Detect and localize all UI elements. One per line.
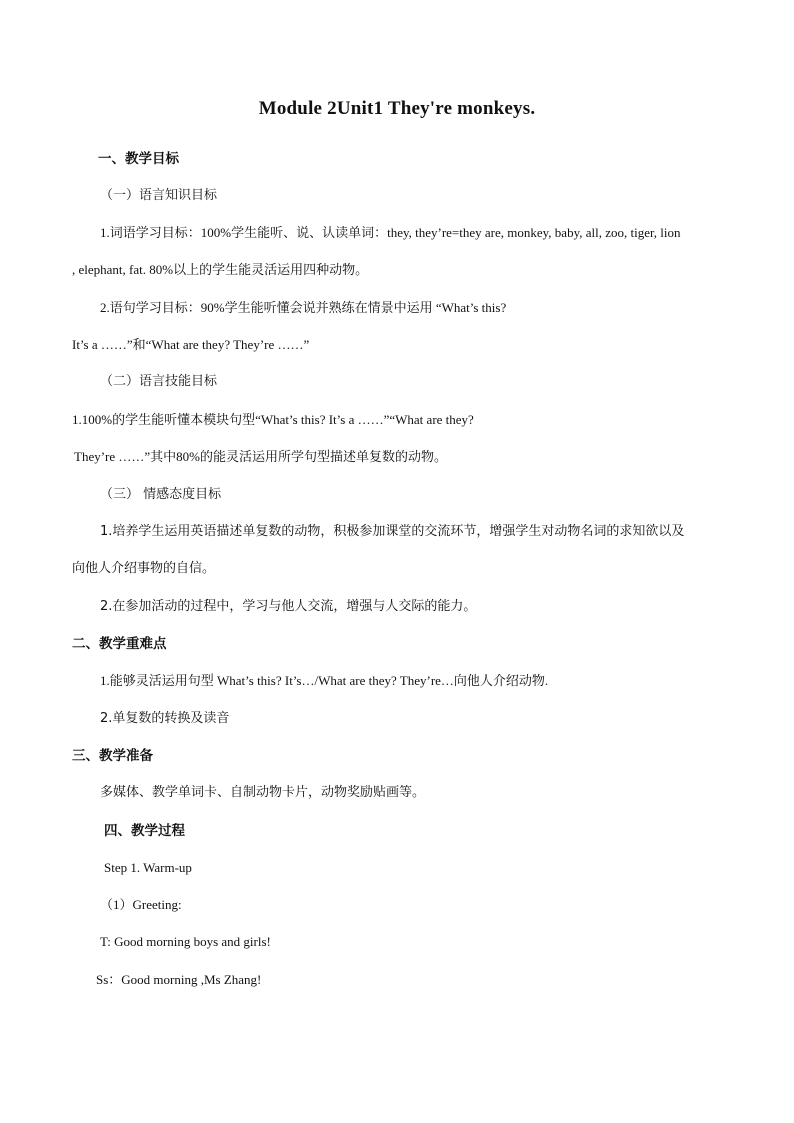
section-heading-preparation: 三、教学准备 xyxy=(72,748,153,764)
paragraph-attitude-goal-1-cont: 向他人介绍事物的自信。 xyxy=(72,561,216,576)
dialogue-students: Ss：Good morning ,Ms Zhang! xyxy=(96,972,262,987)
paragraph-vocabulary-goal: 1.词语学习目标：100%学生能听、说、认读单词：they, they’re=they are, monkey, baby, all, zoo, tiger, lion xyxy=(100,225,681,240)
paragraph-attitude-goal-2: 2.在参加活动的过程中，学习与他人交流，增强与人交际的能力。 xyxy=(100,599,477,614)
page-title: Module 2Unit1 They're monkeys. xyxy=(258,98,536,119)
paragraph-vocabulary-goal-cont: , elephant, fat. 80%以上的学生能灵活运用四种动物。 xyxy=(72,262,369,277)
subheading-language-skills: （二）语言技能目标 xyxy=(100,374,218,389)
paragraph-attitude-goal-1: 1.培养学生运用英语描述单复数的动物，积极参加课堂的交流环节，增强学生对动物名词的求知欲以及 xyxy=(100,524,685,539)
step-greeting: （1）Greeting: xyxy=(100,897,182,912)
step-warm-up: Step 1. Warm-up xyxy=(104,860,192,875)
paragraph-skills-goal-cont: They’re ……”其中80%的能灵活运用所学句型描述单复数的动物。 xyxy=(74,449,447,464)
paragraph-sentence-goal: 2.语句学习目标：90%学生能听懂会说并熟练在情景中运用 “What’s this? xyxy=(100,300,507,315)
paragraph-sentence-goal-cont: It’s a ……”和“What are they? They’re ……” xyxy=(72,337,310,352)
section-heading-key-points: 二、教学重难点 xyxy=(72,636,167,652)
dialogue-teacher: T: Good morning boys and girls! xyxy=(100,934,271,949)
section-heading-objectives: 一、教学目标 xyxy=(98,151,179,167)
subheading-language-knowledge: （一）语言知识目标 xyxy=(100,188,218,203)
paragraph-preparation: 多媒体、教学单词卡、自制动物卡片，动物奖励贴画等。 xyxy=(100,785,426,800)
paragraph-key-point-2: 2.单复数的转换及读音 xyxy=(100,711,230,726)
subheading-attitude: （三） 情感态度目标 xyxy=(100,487,222,502)
paragraph-skills-goal: 1.100%的学生能听懂本模块句型“What’s this? It’s a ……”“What are they? xyxy=(72,412,474,427)
section-heading-process: 四、教学过程 xyxy=(104,823,185,839)
paragraph-key-point-1: 1.能够灵活运用句型 What’s this? It’s…/What are they? They’re…向他人介绍动物. xyxy=(100,673,549,688)
